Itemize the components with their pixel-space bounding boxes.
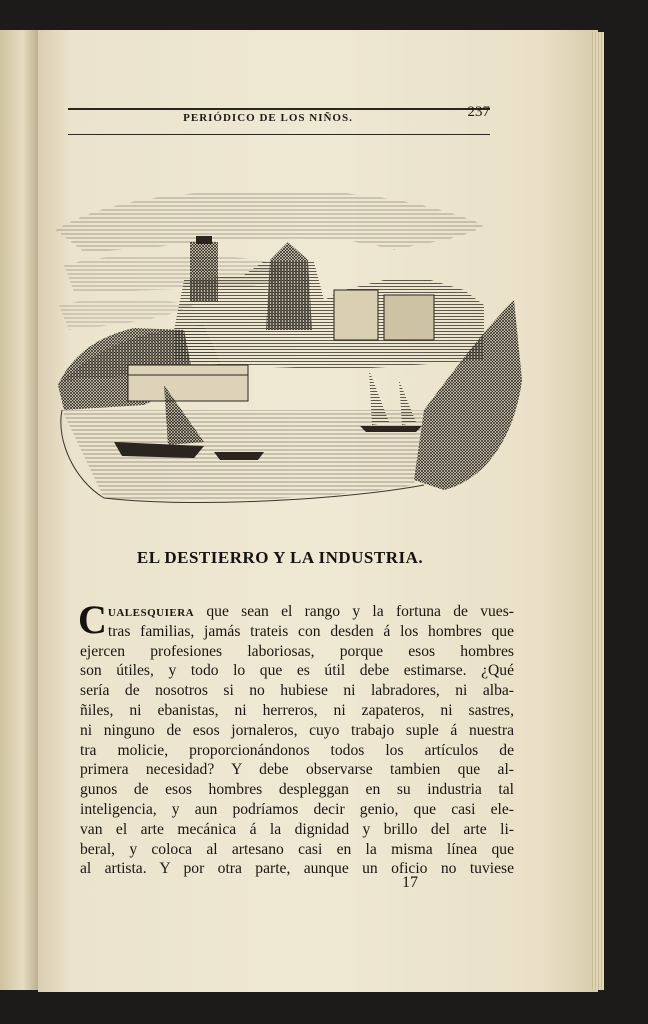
text-line-9: primera necesidad? Y debe observarse tambien que al- — [80, 761, 514, 779]
text-line-4: son útiles, y todo lo que es útil debe estimarse. ¿Qué — [80, 662, 514, 680]
text-line-5: sería de nosotros si no hubiese ni labradores, ni alba- — [80, 682, 514, 700]
drop-cap: C — [78, 597, 107, 642]
text-line-12: van el arte mecánica á la dignidad y brillo del arte li- — [80, 820, 514, 838]
article-title: EL DESTIERRO Y LA INDUSTRIA. — [136, 548, 424, 567]
text-line-6: ñiles, ni ebanistas, ni herreros, ni zapateros, ni sastres, — [80, 701, 514, 719]
first-word: ualesquiera — [107, 603, 195, 620]
text-line-8: tra molicie, proporcionándonos todos los artículos de — [80, 741, 514, 759]
page-block-edge — [592, 32, 604, 990]
text-line-11: inteligencia, y aun podríamos decir genio, que casi ele- — [80, 800, 514, 818]
text-line-13: beral, y coloca al artesano casi en la misma línea que — [80, 840, 514, 858]
text-line-2: tras familias, jamás trateis con desden á los hombres que — [107, 622, 514, 640]
text-line-10: gunos de esos hombres despleggan en su industria tal — [80, 781, 514, 799]
running-title: PERIÓDICO DE LOS NIÑOS. — [183, 112, 353, 124]
text-line-1 — [80, 602, 514, 622]
header-rule-bottom — [68, 134, 490, 135]
text-line-14: al artista. Y por otra parte, aunque un oficio no tuviese — [80, 860, 514, 878]
page-number: 237 — [467, 104, 490, 120]
facing-page-edge — [0, 30, 39, 990]
text-line-3: ejercen profesiones laboriosas, porque esos hombres — [80, 642, 514, 660]
text-line-7: ni ninguno de esos jornaleros, cuyo trabajo suple á nuestra — [80, 721, 514, 739]
article-body — [78, 597, 514, 879]
line-text: que sean el rango y la fortuna de vues- — [206, 603, 514, 620]
header-rule-top — [68, 108, 490, 110]
engraving-castle-harbor-icon — [44, 180, 526, 510]
signature-mark: 17 — [402, 874, 418, 891]
